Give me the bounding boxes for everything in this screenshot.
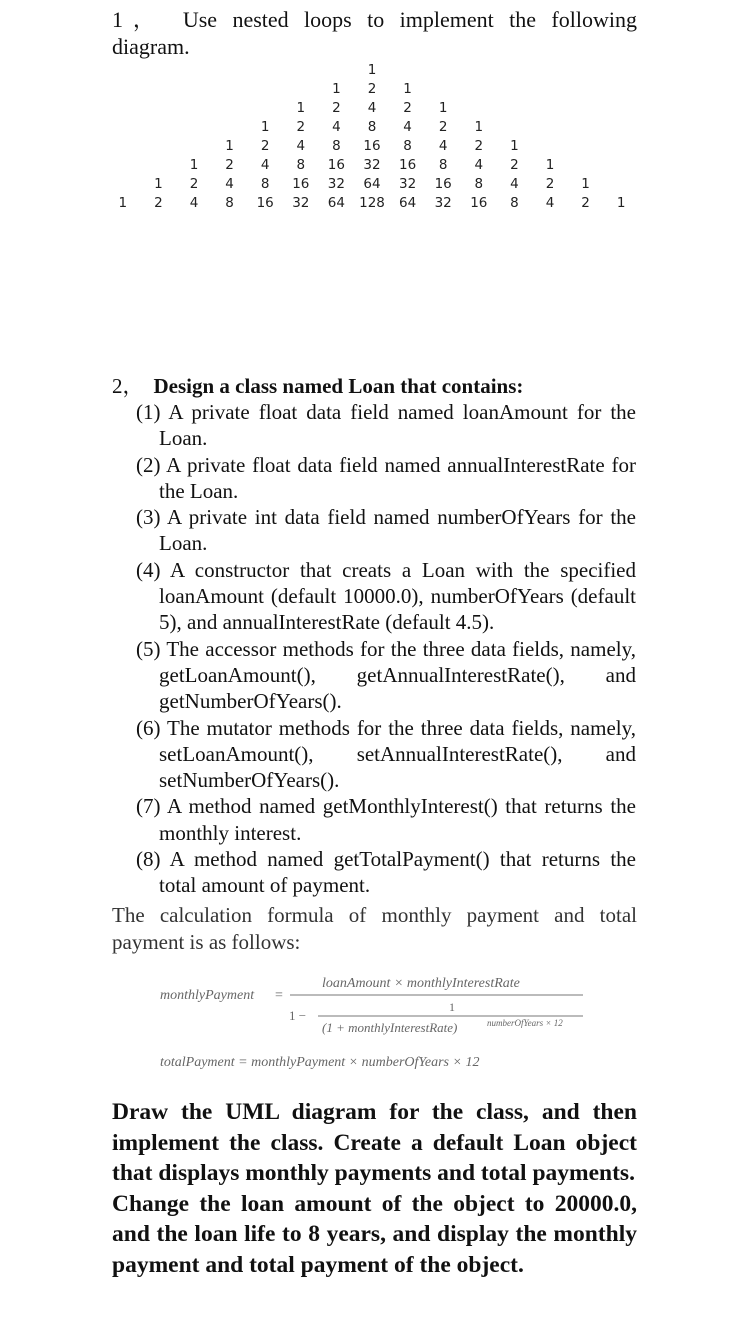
pyramid-number: 64 [363,176,381,192]
pyramid-number: 32 [434,195,452,211]
pyramid-number: 8 [296,157,306,173]
pyramid-number: 4 [260,157,270,173]
pyramid-number: 1 [225,138,234,154]
pyramid-number: 128 [359,195,385,211]
pyramid-number: 2 [367,81,377,97]
formula-equals: = [275,988,283,1003]
number-pyramid [110,60,630,211]
pyramid-number: 2 [260,138,270,154]
pyramid-number: 16 [256,195,274,211]
pyramid-number: 8 [225,195,234,211]
pyramid-number: 64 [327,195,345,211]
requirement-list [136,399,636,899]
pyramid-number: 64 [399,195,417,211]
pyramid-number: 1 [189,157,199,173]
pyramid-number: 4 [403,119,412,135]
formula-numerator: loanAmount × monthlyInterestRate [322,976,520,991]
pyramid-number: 2 [154,195,163,211]
pyramid-number: 8 [510,195,519,211]
pyramid-number: 8 [403,138,412,154]
pyramid-number: 1 [581,176,590,192]
pyramid-number: 16 [327,157,345,173]
pyramid-number: 1 [545,157,555,173]
pyramid-number: 8 [367,119,377,135]
pyramid-number: 8 [332,138,341,154]
pyramid-number: 32 [292,195,310,211]
pyramid-number: 32 [399,176,417,192]
pyramid-number: 2 [438,119,448,135]
formula-one: 1 [449,1000,455,1014]
requirement-item: (6) The mutator methods for the three data fields, namely, setLoanAmount(), setAnnualInterestRate(), and setNumberOfYears(). [136,715,636,793]
pyramid-number: 16 [470,195,488,211]
question-1 [112,6,637,60]
pyramid-number: 16 [363,138,381,154]
number-pyramid-figure [110,60,630,211]
pyramid-number: 2 [189,176,199,192]
pyramid-number: 1 [510,138,519,154]
pyramid-number: 1 [118,195,128,211]
pyramid-number: 8 [474,176,484,192]
pyramid-number: 1 [154,176,163,192]
pyramid-number: 1 [474,119,484,135]
pyramid-number: 2 [296,119,306,135]
pyramid-number: 16 [292,176,310,192]
pyramid-number: 32 [363,157,381,173]
pyramid-number: 2 [581,195,590,211]
payment-formula-figure [0,960,750,1080]
pyramid-number: 1 [367,62,377,78]
pyramid-number: 4 [545,195,555,211]
pyramid-number: 1 [260,119,270,135]
formula-exponent: numberOfYears × 12 [487,1018,563,1028]
question-2-number: 2， [112,374,144,398]
calculation-intro: The calculation formula of monthly payment and total payment is as follows: [112,903,637,954]
requirement-item: (8) A method named getTotalPayment() that returns the total amount of payment. [136,847,636,898]
pyramid-number: 4 [189,195,199,211]
pyramid-number: 16 [399,157,417,173]
question-1-text: Use nested loops to implement the following diagram. [112,7,637,59]
question-2-heading [112,373,523,399]
payment-formula [0,960,750,1080]
pyramid-number: 4 [510,176,519,192]
pyramid-number: 2 [225,157,234,173]
pyramid-number: 4 [438,138,448,154]
pyramid-number: 1 [438,100,448,116]
pyramid-number: 2 [332,100,341,116]
pyramid-number: 16 [434,176,452,192]
pyramid-number: 8 [260,176,270,192]
pyramid-number: 8 [438,157,448,173]
formula-minus: 1 − [289,1008,307,1023]
task-instructions [112,1097,637,1280]
requirement-item: (3) A private int data field named numberOfYears for the Loan. [136,505,636,556]
requirement-item: (2) A private float data field named annualInterestRate for the Loan. [136,452,636,503]
formula-monthly-lhs: monthlyPayment [160,988,255,1003]
pyramid-number: 4 [296,138,306,154]
pyramid-number: 4 [474,157,484,173]
pyramid-number: 1 [332,81,341,97]
pyramid-number: 32 [327,176,345,192]
task-paragraph-1: Draw the UML diagram for the class, and then implement the class. Create a default Loan object that displays monthly payments and total payments. [112,1099,637,1186]
requirement-item: (7) A method named getMonthlyInterest() that returns the monthly interest. [136,794,636,845]
task-paragraph-2: Change the loan amount of the object to 20000.0, and the loan life to 8 years, and display the monthly payment and total payment of the object. [112,1190,637,1278]
pyramid-number: 4 [332,119,341,135]
question-2-title: Design a class named Loan that contains: [153,374,524,398]
question-1-number: 1， [112,7,165,32]
formula-total-line: totalPayment = monthlyPayment × numberOfYears × 12 [160,1055,480,1070]
pyramid-number: 2 [403,100,412,116]
pyramid-number: 2 [545,176,555,192]
pyramid-number: 4 [225,176,234,192]
requirement-item: (1) A private float data field named loanAmount for the Loan. [136,400,636,451]
pyramid-number: 2 [510,157,519,173]
requirement-item: (5) The accessor methods for the three data fields, namely, getLoanAmount(), getAnnualInterestRate(), and getNumberOfYears(). [136,636,636,714]
pyramid-number: 1 [403,81,412,97]
requirement-item: (4) A constructor that creats a Loan with the specified loanAmount (default 10000.0), numberOfYears (default 5), and annualInterestRate (default 4.5). [136,557,636,635]
pyramid-number: 4 [367,100,377,116]
pyramid-number: 2 [474,138,484,154]
formula-inner-denominator: (1 + monthlyInterestRate) [322,1020,458,1035]
pyramid-number: 1 [616,195,626,211]
pyramid-number: 1 [296,100,306,116]
